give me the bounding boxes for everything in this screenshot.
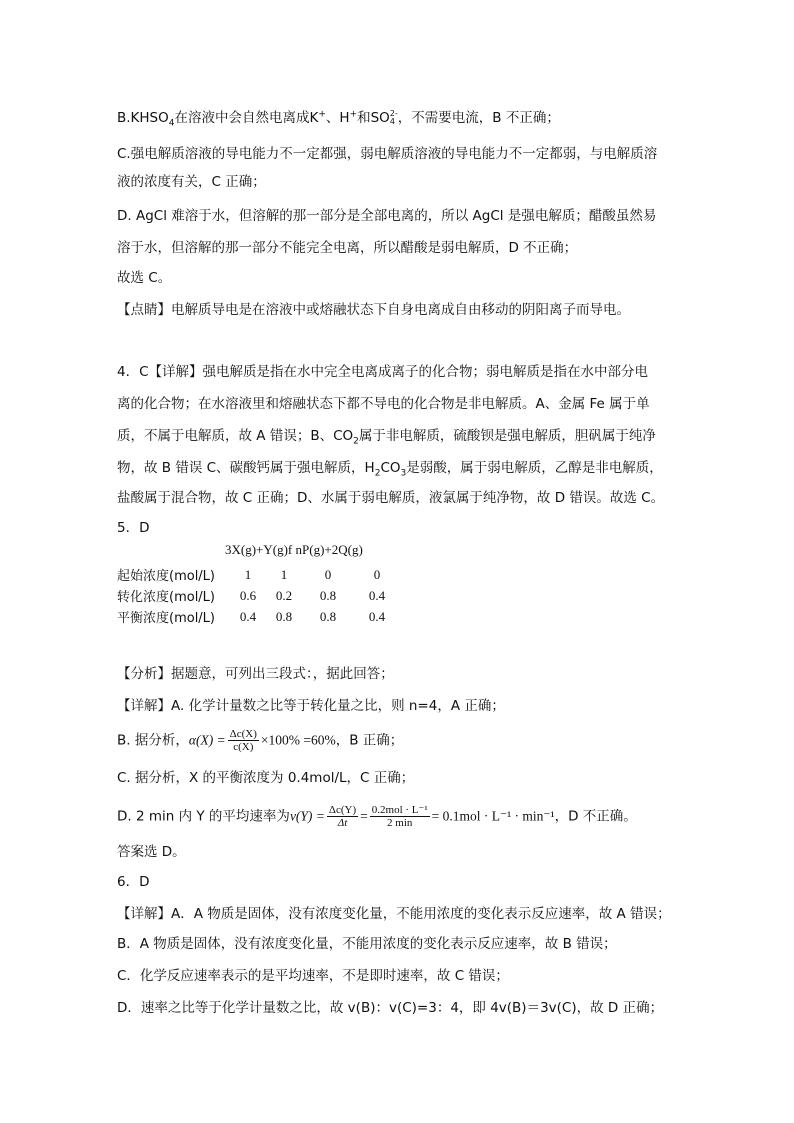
table-row (117, 564, 400, 585)
fraction-denominator: 2 min (387, 817, 413, 829)
superscript: + (349, 109, 358, 120)
formula-term: ×100% =60% (260, 732, 336, 748)
conversion-fraction (228, 728, 259, 753)
answer-q3: 故选 C。 (117, 270, 172, 286)
text-segment: B.KHSO (117, 110, 169, 126)
fraction-numerator: Δc(X) (229, 728, 257, 740)
superscript: + (318, 109, 326, 120)
key-point-q3: 【点睛】电解质导电是在溶液中或熔融状态下自身电离成自由移动的阴阳离子而导电。 (117, 302, 630, 318)
row-label: 平衡浓度(mol/L) (117, 611, 215, 626)
fraction-numerator: 0.2mol · L⁻¹ (371, 804, 428, 816)
table-cell: 0.8 (275, 608, 293, 624)
table-cell: 0.4 (368, 608, 386, 624)
text-segment: ，不需要电流，B 不正确； (397, 110, 560, 126)
reaction-equation: 3X(g)+Y(g)f nP(g)+2Q(g) (225, 542, 363, 557)
table-cell: 0.4 (239, 608, 257, 624)
q5-detail-a: 【详解】A. 化学计量数之比等于转化量之比，则 n=4，A 正确； (117, 698, 505, 714)
table-cell: 0 (324, 566, 332, 582)
table-cell: 0.2 (275, 587, 293, 603)
subscript: 2 (353, 436, 359, 447)
ice-table (117, 564, 400, 627)
table-cell: 0 (373, 566, 381, 582)
superscript: 2- (389, 109, 398, 118)
option-d-line1: D. AgCl 难溶于水，但溶解的那一部分是全部电离的，所以 AgCl 是强电解质；醋酸虽然易 (117, 208, 657, 224)
formula-term: = 0.1mol · L⁻¹ · min⁻¹ (431, 808, 555, 824)
formula-term: v(Y) = (289, 808, 325, 824)
table-cell: 0.8 (319, 608, 337, 624)
subscript: 4 (389, 117, 395, 126)
text-segment: CO (380, 460, 401, 476)
table-cell: 1 (280, 566, 288, 582)
q4-line2: 离的化合物；在水溶液里和熔融状态下都不导电的化合物是非电解质。A、金属 Fe 属于单 (117, 396, 650, 412)
q4-line1: 4．C【详解】强电解质是指在水中完全电离成离子的化合物；弱电解质是指在水中部分电 (117, 364, 649, 380)
subscript: 4 (168, 118, 175, 129)
rate-fraction (327, 804, 358, 829)
table-cell: 0.6 (239, 587, 257, 603)
text-segment: ，B 正确； (335, 732, 404, 749)
table-row (117, 585, 400, 606)
q5-analysis: 【分析】据题意，可列出三段式：，据此回答； (117, 666, 394, 682)
row-label: 转化浓度(mol/L) (117, 590, 215, 605)
subscript: 3 (400, 468, 407, 479)
table-row (117, 606, 400, 627)
value-fraction (370, 804, 430, 829)
option-c-line1: C.强电解质溶液的导电能力不一定都强，弱电解质溶液的导电能力不一定都弱，与电解质溶 (117, 146, 658, 162)
formula-term: α(X) = (188, 732, 226, 748)
q4-line5: 盐酸属于混合物，故 C 正确；D、水属于弱电解质，液氯属于纯净物，故 D 错误。故选 C。 (117, 490, 665, 506)
q4-line3 (117, 426, 656, 446)
option-d-line2: 溶于水，但溶解的那一部分不能完全电离，所以醋酸是弱电解质，D 不正确； (117, 240, 578, 256)
q6-heading: 6．D (117, 874, 150, 890)
q5-heading: 5．D (117, 520, 150, 536)
row-label: 起始浓度(mol/L) (117, 569, 215, 584)
q6-line-a: 【详解】A．A 物质是固体，没有浓度变化量，不能用浓度的变化表示反应速率，故 A 错误； (117, 906, 671, 922)
q5-answer: 答案选 D。 (117, 844, 186, 860)
text-segment: 、H (325, 110, 350, 126)
fraction-numerator: Δc(Y) (328, 804, 357, 816)
fraction-denominator: c(X) (233, 741, 254, 753)
text-segment: 质，不属于电解质，故 A 错误；B、CO (117, 428, 354, 444)
text-segment: D. 2 min 内 Y 的平均速率为 (117, 808, 290, 825)
table-cell: 0.4 (368, 587, 386, 603)
q5-option-c: C. 据分析，X 的平衡浓度为 0.4mol/L，C 正确； (117, 770, 415, 786)
text-segment: 是弱酸，属于弱电解质，乙醇是非电解质， (406, 460, 663, 476)
q6-line-c: C．化学反应速率表示的是平均速率，不是即时速率，故 C 错误； (117, 968, 509, 984)
q6-line-d: D．速率之比等于化学计量数之比，故 v(B)：v(C)=3：4，即 4v(B)＝3v(C)，故 D 正确； (117, 1000, 664, 1016)
subscript: 2 (374, 468, 381, 479)
q4-line4 (117, 458, 663, 478)
text-segment: 在溶液中会自然电离成K (174, 110, 319, 126)
fraction-denominator: Δt (337, 817, 348, 829)
option-b-explanation (117, 108, 560, 128)
q6-line-b: B．A 物质是固体，没有浓度变化量，不能用浓度的变化表示反应速率，故 B 错误； (117, 936, 617, 952)
formula-term: = (360, 808, 368, 824)
option-c-line2: 液的浓度有关，C 正确； (117, 174, 266, 190)
text-segment: 属于非电解质，硫酸钡是强电解质，胆矾属于纯净 (358, 428, 656, 444)
sulfate-charge (390, 110, 398, 126)
table-cell: 1 (244, 566, 252, 582)
text-segment: ，D 不正确。 (554, 808, 637, 825)
q5-option-d (117, 804, 637, 829)
text-segment: 物，故 B 错误 C、碳酸钙属于强电解质，H (117, 460, 375, 476)
q5-option-b (117, 728, 403, 753)
table-cell: 0.8 (319, 587, 337, 603)
text-segment: B. 据分析， (117, 732, 189, 749)
text-segment: 和SO (357, 110, 390, 126)
